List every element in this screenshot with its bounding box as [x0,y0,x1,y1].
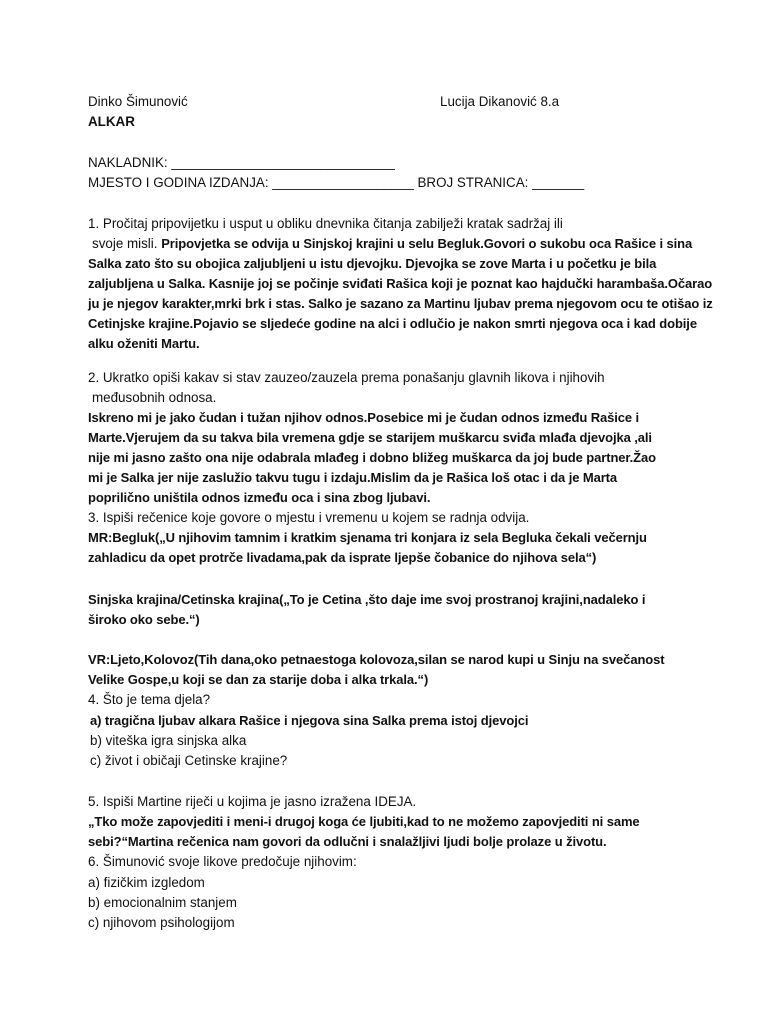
answer-2-line: Marte.Vjerujem da su takva bila vremena gdje se starijem muškarcu sviđa mlađa djevojka ,ali [88,430,652,445]
answer-1-line: alku oženiti Martu. [88,336,200,351]
answer-2-line: nije mi jasno zašto ona nije odabrala mlađeg i dobno bližeg muškarca da joj bude partner.Žao [88,450,656,465]
answer-3-place: MR:Begluk(„U njihovim tamnim i kratkim sjenama tri konjara iz sela Begluka čekali večernju [88,530,647,545]
question-2: 2. Ukratko opiši kakav si stav zauzeo/zauzela prema ponašanju glavnih likova i njihovih [88,370,605,385]
place-year-line: MJESTO I GODINA IZDANJA: ___________________ BROJ STRANICA: _______ [88,175,585,190]
answer-2-line: Iskreno mi je jako čudan i tužan njihov odnos.Posebice mi je čudan odnos između Rašice i [88,410,640,425]
work-title: ALKAR [88,114,135,129]
answer-3-time: VR:Ljeto,Kolovoz(Tih dana,oko petnaestoga kolovoza,silan se narod kupi u Sinju na svečanost [88,652,665,667]
answer-1-line: zaljubljena u Salka. Kasnije joj se počinje sviđati Rašica koji je poznat kao hajdučki harambaša.Očarao [88,276,713,291]
answer-3-time: Velike Gospe,u koji se dan za starije doba i alka trkala.“) [88,672,429,687]
answer-3-region: Sinjska krajina/Cetinska krajina(„To je Cetina ,što daje ime svoj prostranoj krajini,nadaleko i [88,592,646,607]
option-6b: b) emocionalnim stanjem [88,895,237,910]
author-name: Dinko Šimunović [88,94,188,109]
answer-1-first: Pripovjetka se odvija u Sinjskoj krajini u selu Begluk.Govori o sukobu oca Rašice i sina [161,236,693,251]
question-1: 1. Pročitaj pripovijetku i usput u obliku dnevnika čitanja zabilježi kratak sadržaj ili [88,216,563,231]
option-4c: c) život i običaji Cetinske krajine? [90,753,288,768]
option-4b: b) viteška igra sinjska alka [90,733,247,748]
answer-2-line: poprilično uništila odnos između oca i sina zbog ljubavi. [88,490,431,505]
answer-1-line: Cetinjske krajine.Pojavio se sljedeće godine na alci i odlučio je nakon smrti njegova oca i kad dobije [88,316,697,331]
answer-5-line: sebi?“Martina rečenica nam govori da odlučni i snalažljivi ljudi bolje prolaze u životu. [88,834,607,849]
answer-5-line: „Tko može zapovjediti i meni-i drugoj koga će ljubiti,kad to ne možemo zapovjediti ni same [88,814,640,829]
answer-2-line: mi je Salka jer nije zaslužio takvu tugu i izdaju.Mislim da je Rašica loš otac i da je Marta [88,470,618,485]
question-3: 3. Ispiši rečenice koje govore o mjestu i vremenu u kojem se radnja odvija. [88,510,530,525]
question-2-continued: međusobnih odnosa. [92,390,217,405]
question-5: 5. Ispiši Martine riječi u kojima je jasno izražena IDEJA. [88,794,417,809]
answer-3-region: široko oko sebe.“) [88,612,200,627]
question-1-continued [92,234,692,254]
option-6c: c) njihovom psihologijom [88,915,235,930]
answer-1-line: ju je njegov karakter,mrki brk i stas. Salko je sazano za Martinu ljubav prema njegovom ocu te otišao iz [88,296,713,311]
question-1-text: svoje misli. [92,236,158,251]
option-6a: a) fizičkim izgledom [88,875,205,890]
question-6: 6. Šimunović svoje likove predočuje njihovim: [88,854,357,869]
question-4: 4. Što je tema djela? [88,692,211,707]
option-4a: a) tragična ljubav alkara Rašice i njegova sina Salka prema istoj djevojci [90,713,529,728]
answer-3-place: zahladicu da opet protrče livadama,pak da isprate ljepše čobanice do njihova sela“) [88,550,597,565]
student-name: Lucija Dikanović 8.a [440,94,560,109]
answer-1-line: Salka zato što su obojica zaljubljeni u istu djevojku. Djevojka se zove Marta i u početku je bila [88,256,657,271]
publisher-line: NAKLADNIK: ______________________________ [88,155,395,170]
